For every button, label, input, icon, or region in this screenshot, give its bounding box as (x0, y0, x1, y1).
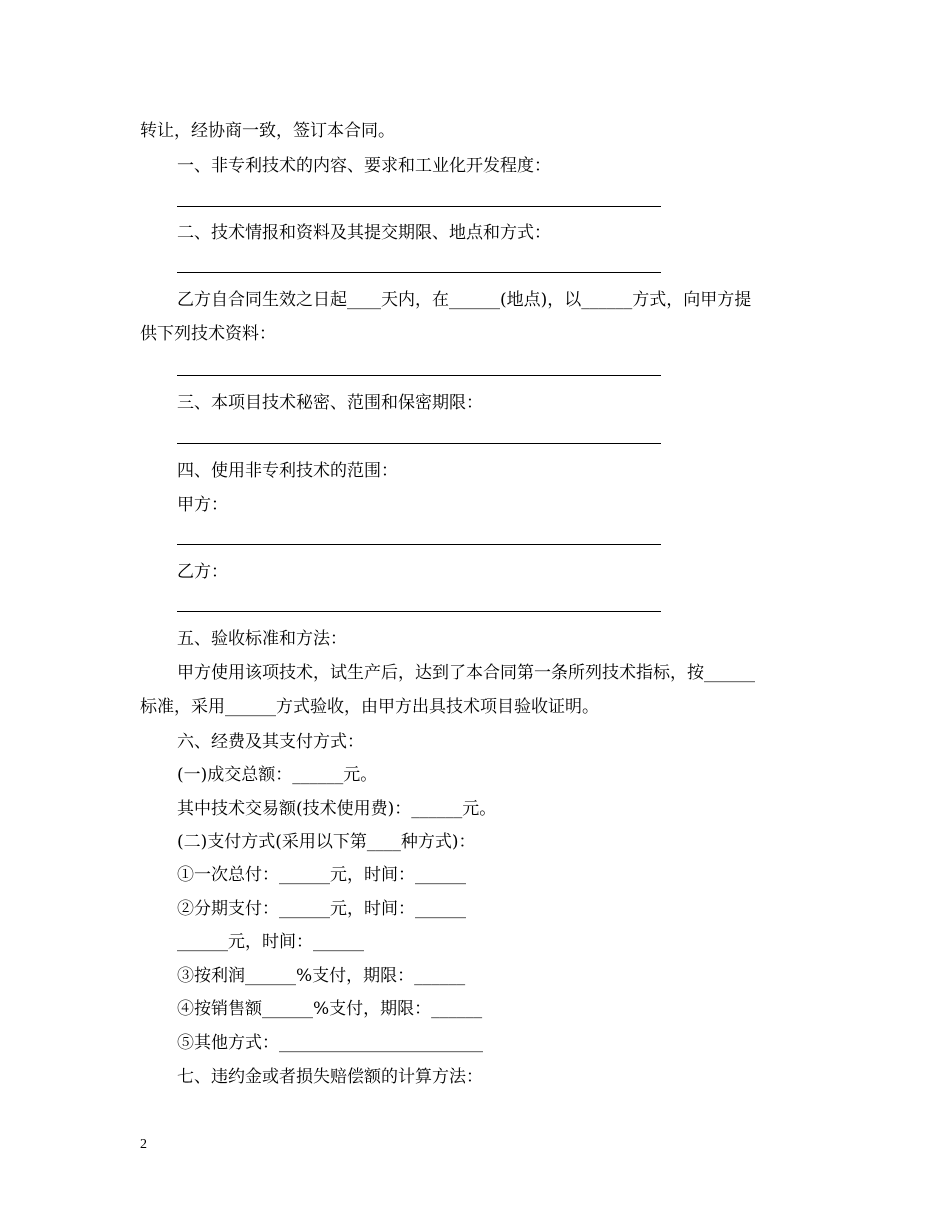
total-amount-line: (一)成交总额：______元。 (177, 765, 378, 785)
payment-option-3: ③按利润______%支付，期限：______ (177, 966, 466, 986)
blank-line (177, 443, 661, 444)
blank-line (177, 375, 661, 376)
payment-option-5: ⑤其他方式：________________________ (177, 1033, 483, 1053)
payment-method-line: (二)支付方式(采用以下第____种方式)： (177, 832, 476, 852)
payment-option-2-cont: ______元，时间：______ (177, 932, 364, 952)
paragraph-delivery: 乙方自合同生效之日起____天内，在______(地点)，以______方式，向甲方提 (177, 290, 752, 310)
tech-fee-line: 其中技术交易额(技术使用费)：______元。 (177, 799, 497, 819)
blank-line (177, 272, 661, 273)
page-number: 2 (140, 1137, 147, 1152)
paragraph-delivery-cont: 供下列技术资料： (140, 324, 276, 344)
section-1-heading: 一、非专利技术的内容、要求和工业化开发程度： (177, 156, 551, 176)
blank-line (177, 544, 661, 545)
section-6-heading: 六、经费及其支付方式： (177, 732, 364, 752)
paragraph-intro: 转让，经协商一致，签订本合同。 (140, 121, 395, 141)
paragraph-acceptance: 甲方使用该项技术，试生产后，达到了本合同第一条所列技术指标，按______ (177, 663, 755, 683)
section-7-heading: 七、违约金或者损失赔偿额的计算方法： (177, 1067, 483, 1087)
section-5-heading: 五、验收标准和方法： (177, 629, 347, 649)
blank-line (177, 206, 661, 207)
blank-line (177, 611, 661, 612)
section-3-heading: 三、本项目技术秘密、范围和保密期限： (177, 393, 483, 413)
party-b-label: 乙方： (177, 562, 228, 582)
paragraph-acceptance-cont: 标准，采用______方式验收，由甲方出具技术项目验收证明。 (140, 697, 599, 717)
party-a-label: 甲方： (177, 495, 228, 515)
payment-option-4: ④按销售额______%支付，期限：______ (177, 999, 483, 1019)
section-2-heading: 二、技术情报和资料及其提交期限、地点和方式： (177, 223, 551, 243)
payment-option-2: ②分期支付：______元，时间：______ (177, 899, 466, 919)
section-4-heading: 四、使用非专利技术的范围： (177, 461, 398, 481)
payment-option-1: ①一次总付：______元，时间：______ (177, 865, 466, 885)
